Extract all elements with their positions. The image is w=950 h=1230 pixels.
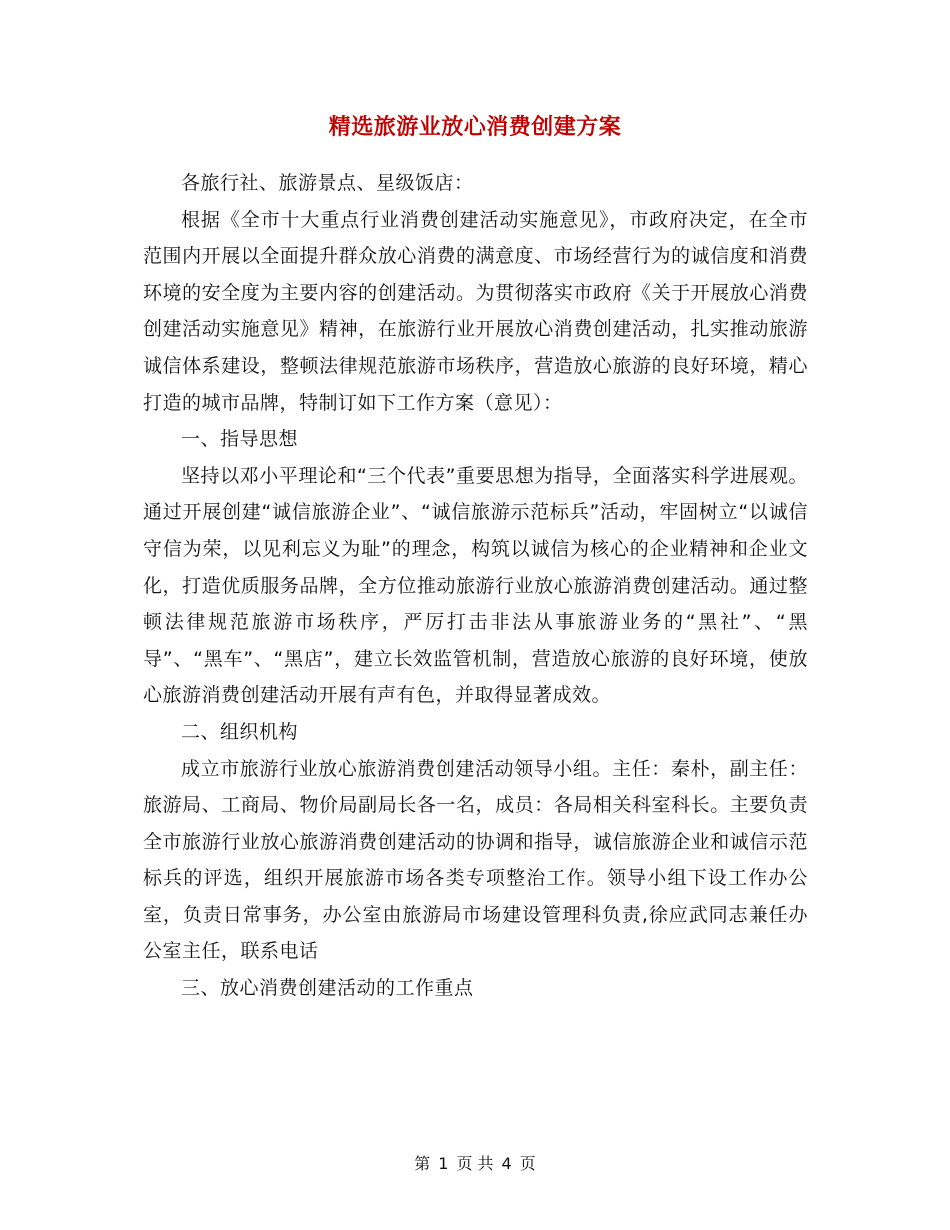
intro-paragraph: 根据《全市十大重点行业消费创建活动实施意见》，市政府决定，在全市范围内开展以全面提升群众放心消费的满意度、市场经营行为的诚信度和消费环境的安全度为主要内容的创建活动。为贯彻落实市政府《关于开展放心消费创建活动实施意见》精神，在旅游行业开展放心消费创建活动，扎实推动旅游诚信体系建设，整顿法律规范旅游市场秩序，营造放心旅游的良好环境，精心打造的城市品牌，特制订如下工作方案（意见）： (143, 208, 808, 414)
footer-prefix: 第 (414, 1154, 431, 1173)
page-footer (0, 1152, 950, 1176)
guiding-ideology-paragraph: 坚持以邓小平理论和“三个代表”重要思想为指导，全面落实科学进展观。通过开展创建“诚信旅游企业”、“诚信旅游示范标兵”活动，牢固树立“以诚信守信为荣，以见利忘义为耻”的理念，构筑以诚信为核心的企业精神和企业文化，打造优质服务品牌，全方位推动旅游行业放心旅游消费创建活动。通过整顿法律规范旅游市场秩序，严厉打击非法从事旅游业务的“黑社”、“黑导”、“黑车”、“黑店”，建立长效监管机制，营造放心旅游的良好环境，使放心旅游消费创建活动开展有声有色，并取得显著成效。 (143, 464, 808, 707)
section-heading-work-focus: 三、放心消费创建活动的工作重点 (181, 977, 474, 1000)
current-page-number: 1 (438, 1154, 449, 1173)
section-heading-organization: 二、组织机构 (181, 720, 299, 743)
organization-paragraph: 成立市旅游行业放心旅游消费创建活动领导小组。主任：秦朴，副主任：旅游局、工商局、物价局副局长各一名，成员：各局相关科室科长。主要负责全市旅游行业放心旅游消费创建活动的协调和指导，诚信旅游企业和诚信示范标兵的评选，组织开展旅游市场各类专项整治工作。领导小组下设工作办公室，负责日常事务，办公室由旅游局市场建设管理科负责,徐应武同志兼任办公室主任，联系电话 (143, 757, 808, 963)
footer-suffix: 页 (519, 1154, 536, 1173)
document-body (143, 165, 808, 1007)
section-heading-guiding-ideology: 一、指导思想 (181, 428, 299, 451)
footer-middle: 页 共 (456, 1154, 494, 1173)
document-title: 精选旅游业放心消费创建方案 (328, 115, 622, 140)
total-page-count: 4 (501, 1154, 512, 1173)
salutation-paragraph: 各旅行社、旅游景点、星级饭店： (181, 172, 474, 194)
